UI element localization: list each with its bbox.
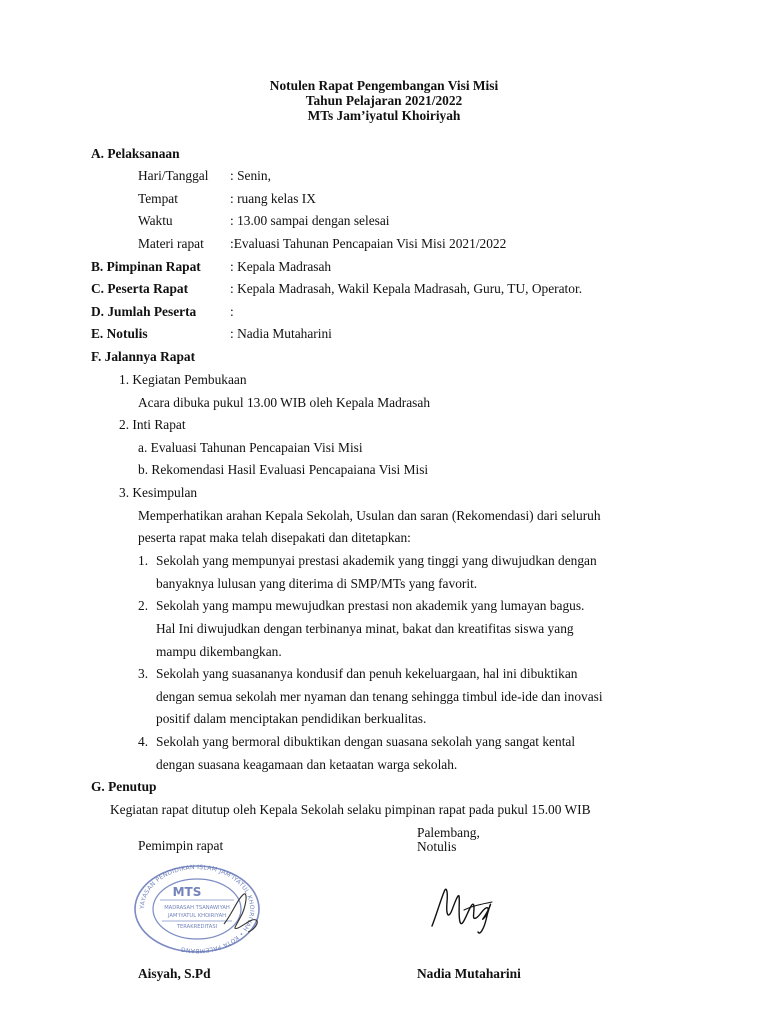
section-f-heading: F. Jalannya Rapat (91, 349, 196, 364)
point-2-line-2: Hal Ini diwujudkan dengan terbinanya minat, bakat dan kreatifitas siswa yang (156, 621, 574, 636)
notulis-signature-icon (428, 880, 498, 940)
section-g-heading: G. Penutup (91, 779, 157, 794)
signature-place: Palembang, (417, 825, 480, 840)
row-label-hari: Hari/Tanggal (138, 168, 209, 183)
point-2-line-1: Sekolah yang mampu mewujudkan prestasi non akademik yang lumayan bagus. (156, 598, 585, 613)
section-d-value: : (230, 304, 234, 319)
row-value-tempat: : ruang kelas IX (230, 191, 316, 206)
point-3-line-3: positif dalam menciptakan pendidikan berkualitas. (156, 711, 427, 726)
stamp-line-3: TERAKREDITASI (176, 924, 218, 930)
section-d-heading: D. Jumlah Peserta (91, 304, 197, 319)
point-3-line-2: dengan semua sekolah mer nyaman dan tenang sehingga timbul ide-ide dan inovasi (156, 689, 603, 704)
signature-right-role: Notulis (417, 839, 457, 854)
row-label-materi: Materi rapat (138, 236, 204, 251)
section-g-text: Kegiatan rapat ditutup oleh Kepala Sekolah selaku pimpinan rapat pada pukul 15.00 WIB (110, 802, 591, 817)
section-a-heading: A. Pelaksanaan (91, 146, 180, 161)
point-1-line-1: Sekolah yang mempunyai prestasi akademik yang tinggi yang diwujudkan dengan (156, 553, 597, 568)
point-1-number: 1. (138, 553, 149, 568)
section-c-value: : Kepala Madrasah, Wakil Kepala Madrasah, Guru, TU, Operator. (230, 281, 583, 296)
stamp-line-2: JAM'IYATUL KHOIRIYAH (167, 913, 227, 919)
section-b-value: : Kepala Madrasah (230, 259, 332, 274)
title-line-1: Notulen Rapat Pengembangan Visi Misi (269, 78, 499, 93)
signature-left-name: Aisyah, S.Pd (138, 966, 211, 981)
item3-intro-2: peserta rapat maka telah disepakati dan ditetapkan: (138, 530, 411, 545)
row-label-tempat: Tempat (138, 191, 178, 206)
signature-left-role: Pemimpin rapat (138, 838, 224, 853)
item3-title: 3. Kesimpulan (119, 485, 198, 500)
point-2-line-3: mampu dikembangkan. (156, 644, 282, 659)
point-3-line-1: Sekolah yang suasananya kondusif dan penuh kekeluargaan, hal ini dibuktikan (156, 666, 578, 681)
signature-right-name: Nadia Mutaharini (417, 966, 521, 981)
item1-text: Acara dibuka pukul 13.00 WIB oleh Kepala Madrasah (138, 395, 431, 410)
point-4-line-1: Sekolah yang bermoral dibuktikan dengan suasana sekolah yang sangat kental (156, 734, 576, 749)
row-value-waktu: : 13.00 sampai dengan selesai (230, 213, 390, 228)
stamp-outer-text: YAYASAN PENDIDIKAN ISLAM JAM'IYATUL KHOIRIYAH • KOTA PALEMBANG (138, 863, 256, 955)
section-c-heading: C. Peserta Rapat (91, 281, 189, 296)
stamp-center-text: MTS (172, 885, 202, 899)
point-2-number: 2. (138, 598, 149, 613)
title-line-2: Tahun Pelajaran 2021/2022 (305, 93, 463, 108)
title-line-3: MTs Jam’iyatul Khoiriyah (307, 108, 461, 123)
item2-title: 2. Inti Rapat (119, 417, 186, 432)
row-label-waktu: Waktu (138, 213, 173, 228)
point-4-line-2: dengan suasana keagamaan dan ketaatan warga sekolah. (156, 757, 458, 772)
row-value-hari: : Senin, (230, 168, 271, 183)
row-value-materi: :Evaluasi Tahunan Pencapaian Visi Misi 2021/2022 (230, 236, 507, 251)
madrasah-stamp (132, 864, 262, 954)
section-b-heading: B. Pimpinan Rapat (91, 259, 201, 274)
section-e-heading: E. Notulis (91, 326, 148, 341)
stamp-line-1: MADRASAH TSANAWIYAH (164, 905, 230, 911)
item3-intro-1: Memperhatikan arahan Kepala Sekolah, Usulan dan saran (Rekomendasi) dari seluruh (138, 508, 601, 523)
point-4-number: 4. (138, 734, 149, 749)
item2-a: a. Evaluasi Tahunan Pencapaian Visi Misi (138, 440, 363, 455)
point-1-line-2: banyaknya lulusan yang diterima di SMP/MTs yang favorit. (156, 576, 478, 591)
item1-title: 1. Kegiatan Pembukaan (119, 372, 247, 387)
point-3-number: 3. (138, 666, 149, 681)
item2-b: b. Rekomendasi Hasil Evaluasi Pencapaiana Visi Misi (138, 462, 429, 477)
section-e-value: : Nadia Mutaharini (230, 326, 332, 341)
